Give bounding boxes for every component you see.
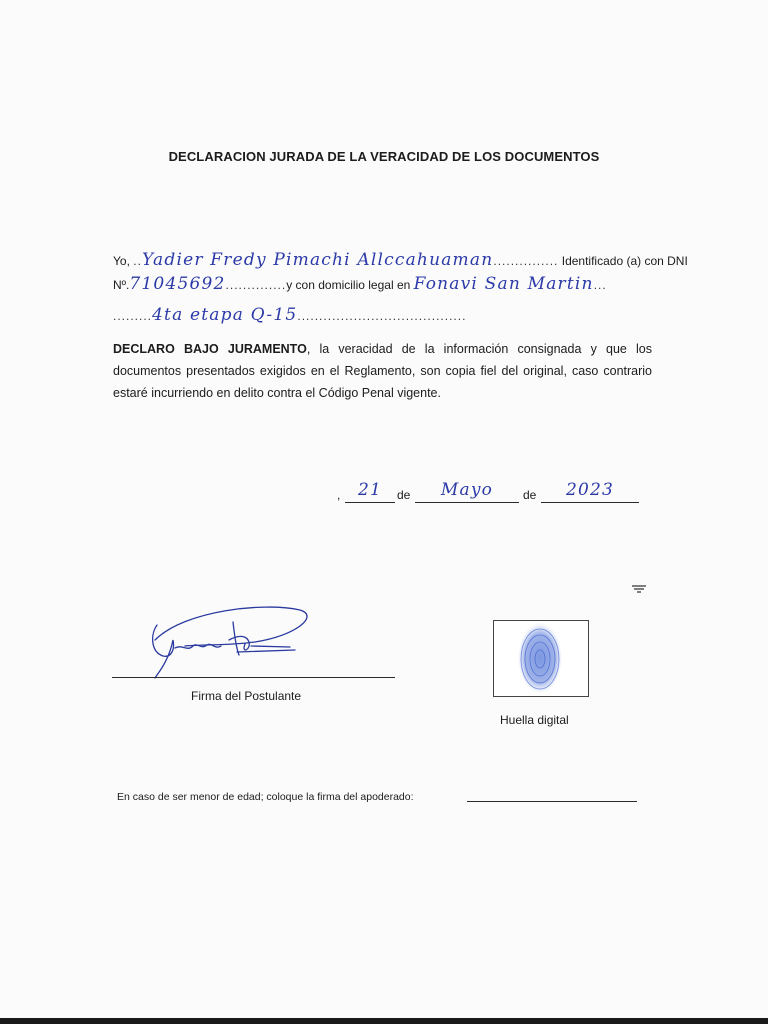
declaration-bold: DECLARO BAJO JURAMENTO (113, 342, 307, 356)
dni-label: Identificado (a) con DNI (561, 254, 688, 268)
date-month: Mayo (440, 480, 494, 500)
date-de-1: de (397, 488, 411, 502)
handwritten-dni: 71045692 (129, 274, 226, 294)
date-year: 2023 (565, 480, 615, 500)
date-line: , 21 de Mayo de 2023 (337, 480, 647, 506)
date-de-2: de (523, 488, 537, 502)
number-label: Nº. (113, 278, 130, 292)
document-title: DECLARACION JURADA DE LA VERACIDAD DE LOS DOCUMENTOS (168, 149, 600, 164)
line-3: .........4ta etapa Q-15....................................... (113, 305, 467, 325)
signature-label: Firma del Postulante (191, 689, 302, 703)
signature-line (112, 677, 395, 678)
handwritten-address: Fonavi San Martin (413, 274, 594, 294)
declaration-paragraph (113, 338, 652, 404)
fingerprint-box (493, 620, 589, 697)
scan-edge (0, 1018, 768, 1024)
scan-mark-icon (630, 583, 648, 595)
signature-icon (145, 600, 315, 682)
domicile-label: y con domicilio legal en (286, 278, 411, 292)
declaration-text: , la veracidad de la información consignada y que los documentos presentados exigidos en el Reglamento, son copia fiel del original, caso contrario estaré incurriendo en delito contra el Código Penal vigente. (113, 342, 652, 400)
line-2: Nº.71045692..............y con domicilio legal en Fonavi San Martin... (113, 274, 607, 294)
handwritten-address-2: 4ta etapa Q-15 (152, 305, 298, 325)
handwritten-name: Yadier Fredy Pimachi Allccahuaman (141, 250, 494, 270)
fingerprint-icon (494, 621, 588, 696)
fingerprint-label: Huella digital (500, 713, 569, 727)
date-day: 21 (357, 480, 383, 500)
yo-label: Yo, (113, 254, 130, 268)
line-1: Yo, ..Yadier Fredy Pimachi Allccahuaman............... Identificado (a) con DNI (113, 250, 688, 270)
guardian-note: En caso de ser menor de edad; coloque la firma del apoderado: (117, 791, 414, 803)
guardian-signature-line (467, 801, 637, 802)
